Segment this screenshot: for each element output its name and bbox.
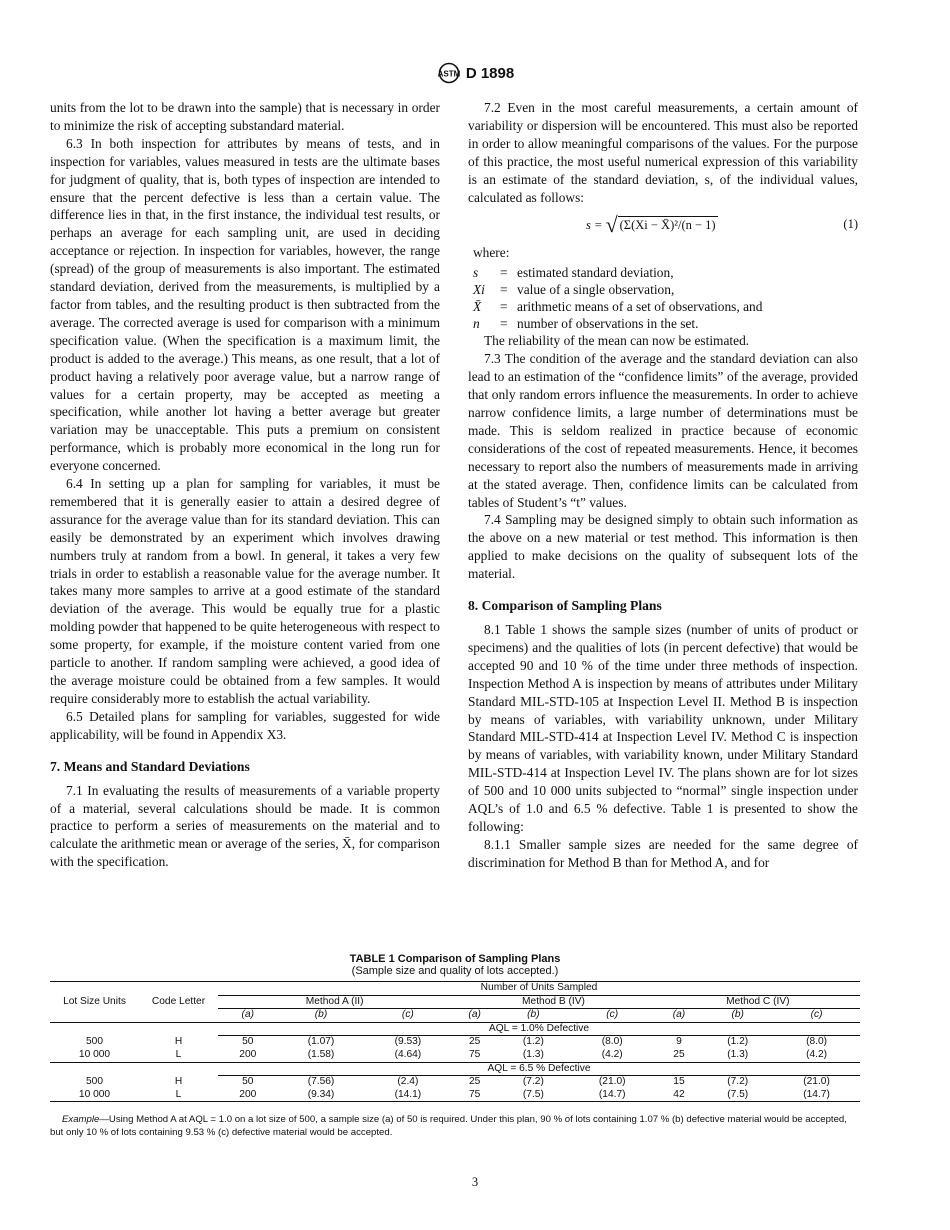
table-cell: (9.34) bbox=[307, 1088, 335, 1100]
paragraph-7-2: 7.2 Even in the most careful measurements, a certain amount of variability or dispersion will be encountered. This must also be reported in order to allow meaningful comparisons of the values. For the purpose of this practice, the most useful numerical expression of this variability is an estimate of the standard deviation, s, of the individual values, calculated as follows: bbox=[468, 100, 858, 205]
astm-logo-icon bbox=[436, 62, 462, 84]
table-cell: 200 bbox=[239, 1088, 257, 1100]
table-1 bbox=[50, 953, 860, 1140]
table-cell: (14.7) bbox=[598, 1088, 626, 1100]
definition-equals: = bbox=[500, 316, 508, 332]
table-cell: (1.2) bbox=[522, 1036, 544, 1048]
table-cell: 42 bbox=[673, 1088, 685, 1100]
table-cell: 75 bbox=[468, 1048, 481, 1060]
right-column-body bbox=[468, 350, 858, 871]
table-cell: (21.0) bbox=[803, 1076, 830, 1088]
table-cell: (1.3) bbox=[727, 1048, 749, 1060]
equation-radicand: (Σ(Xi − X̄)²/(n − 1) bbox=[618, 216, 718, 235]
equation-number: (1) bbox=[843, 217, 858, 232]
subcolumn-header: (c) bbox=[606, 1009, 619, 1021]
subcolumn-header: (b) bbox=[527, 1009, 540, 1021]
header-lot-size: Lot Size Units bbox=[50, 982, 139, 1023]
table-cell: (14.7) bbox=[803, 1088, 830, 1100]
table-cell: (21.0) bbox=[598, 1076, 626, 1088]
paragraph: 6.3 In both inspection for attributes by means of tests, and in inspection for variables, values measured in tests are the ultimate bases for judgment of quality, that is, both types of inspection are intended to ensure that the percent defective is less than a certain value. The difference lies in that, in the first instance, the individual test results, or perhaps an average for each sampling unit, are used in deciding acceptance or rejection. In inspection for variables, however, the range (spread) of the group of measurements is also important. The estimated standard deviation, derived from the measurements, is multiplied by a factor from tables, and the resulting product is then subtracted from the average. The corrected average is used for comparison with a minimum specification value. (When the specification is a maximum limit, the product is added to the average.) This means, as one result, that a lot of product having a relatively poor average value, but a narrow range of values for a certain property, may be accepted as meeting a specification, while another lot having a better average but greater variation may be unacceptable. This puts a premium on consistent performance, which is probably more economical in the long run for everyone concerned. bbox=[50, 135, 440, 474]
table-cell: 500 bbox=[86, 1075, 103, 1087]
method-header: Method A (II) bbox=[218, 995, 451, 1009]
table-cell: 25 bbox=[468, 1036, 481, 1048]
spacer-cell bbox=[139, 1062, 218, 1076]
subcolumn-header: (a) bbox=[468, 1009, 481, 1021]
note-text: —Using Method A at AQL = 1.0 on a lot size of 500, a sample size (a) of 50 is required. Under this plan, 90 % of lots containing 1.07 % (b) defective material would be accepted, but only 10 % of lots containing 9.53 % (c) defective material would be accepted. bbox=[50, 1114, 847, 1138]
method-header: Method C (IV) bbox=[656, 995, 860, 1009]
table-cell: 25 bbox=[673, 1048, 685, 1060]
table-cell: (4.2) bbox=[806, 1048, 828, 1060]
table-row bbox=[50, 1076, 860, 1089]
definitions-list bbox=[473, 264, 858, 332]
spacer-cell bbox=[50, 1062, 139, 1076]
subcolumn-header: (c) bbox=[810, 1009, 823, 1021]
table-cell: 9 bbox=[676, 1036, 682, 1048]
paragraph: 7.3 The condition of the average and the standard deviation can also lead to an estimation of the “confidence limits” of the average, provided that only random errors influence the measurements. In order to achieve narrow confidence limits, a large number of determinations must be made. This is seldom realized in practice because of economic considerations of the cost of repeated measurements. Hence, it becomes necessary to report also the numbers of measurements made in arriving at the stated average. Then, confidence limits can be calculated from tables of Student’s “t” values. bbox=[468, 351, 858, 510]
paragraph: 8.1 Table 1 shows the sample sizes (number of units of product or specimens) and the qualities of lots (in percent defective) that would be accepted 90 and 10 % of the time under three methods of inspection. Inspection Method A is inspection by means of attributes under Military Standard MIL-STD-105 at Inspection Level II. Method B is inspection by means of variables, with variability unknown, under Military Standard MIL-STD-414 at Inspection Level IV. Method C is inspection by means of variables, with variability known, under Military Standard MIL-STD-414 at Inspection Level IV. The plans shown are for lot sizes of 500 and 10 000 units subjected to “normal” single inspection under AQL’s of 1.0 and 6.5 % defective. Table 1 is presented to show the following: bbox=[468, 622, 858, 834]
aql-section-label: AQL = 1.0% Defective bbox=[218, 1022, 860, 1036]
table-cell: H bbox=[174, 1075, 183, 1087]
subcolumn-header: (b) bbox=[314, 1009, 328, 1021]
table-cell: 75 bbox=[468, 1088, 481, 1100]
table-cell: (8.0) bbox=[806, 1036, 828, 1048]
definition-symbol: Xi bbox=[473, 282, 485, 298]
definition-symbol: s bbox=[473, 265, 479, 281]
paragraph: 6.5 Detailed plans for sampling for variables, suggested for wide applicability, will be found in Appendix X3. bbox=[50, 708, 440, 742]
left-column bbox=[50, 99, 440, 871]
table-cell: L bbox=[175, 1088, 182, 1100]
subcolumn-header: (b) bbox=[731, 1009, 744, 1021]
paragraph: 7.4 Sampling may be designed simply to obtain such information as the above on a new material or test method. This information is then applied to make decisions on the quality of subsequent lots of the material. bbox=[468, 512, 858, 582]
logo-text: ASTM bbox=[437, 69, 461, 79]
definition-row bbox=[473, 281, 858, 298]
table-cell: L bbox=[175, 1048, 182, 1060]
equation-lhs: s = bbox=[586, 218, 603, 233]
definition-row bbox=[473, 264, 858, 281]
spacer-cell bbox=[50, 1022, 139, 1036]
table-cell: 25 bbox=[468, 1076, 481, 1088]
table-cell: (7.56) bbox=[307, 1076, 335, 1088]
radical-sign-icon: √ bbox=[605, 212, 618, 238]
definition-text: value of a single observation, bbox=[517, 282, 675, 298]
subcolumn-header: (a) bbox=[672, 1009, 686, 1021]
table-cell: 200 bbox=[239, 1048, 257, 1060]
definition-equals: = bbox=[500, 299, 508, 315]
definition-equals: = bbox=[500, 282, 508, 298]
definition-equals: = bbox=[500, 265, 508, 281]
standard-designation: D 1898 bbox=[465, 64, 515, 82]
table-cell: (1.58) bbox=[307, 1048, 335, 1060]
table-cell: 500 bbox=[86, 1036, 103, 1048]
table-cell: 50 bbox=[242, 1076, 254, 1088]
right-column bbox=[468, 99, 858, 872]
page-number: 3 bbox=[471, 1175, 479, 1189]
subcolumn-header: (c) bbox=[401, 1009, 414, 1021]
table-cell: (1.2) bbox=[727, 1036, 749, 1048]
paragraph: 6.4 In setting up a plan for sampling for variables, it must be remembered that it is generally easier to attain a desired degree of assurance for the average value than for its standard deviation. This can easily be demonstrated by an experiment which involves drawing numbers truly at random from a bowl. In general, it takes a very few trials in order to establish a reasonable value for the average number. It takes many more samples to arrive at a good estimate of the standard deviation of the average. This would be equally true for a plastic molding powder that happened to be quite heterogeneous with respect to some property, for example, if the moisture content varied from one particle to another. If random sampling were achieved, a good idea of the average moisture could be obtained from a few samples. It would require considerably more to establish the actual variability. bbox=[50, 476, 440, 706]
header-units-sampled: Number of Units Sampled bbox=[218, 982, 860, 996]
paragraph: 8.1.1 Smaller sample sizes are needed for the same degree of discrimination for Method B than for Method A, and for bbox=[468, 836, 858, 870]
definition-row bbox=[473, 298, 858, 315]
sampling-plans-table bbox=[50, 981, 860, 1102]
definition-text: estimated standard deviation, bbox=[517, 265, 674, 281]
table-cell: 10 000 bbox=[78, 1048, 111, 1060]
table-cell: (7.2) bbox=[522, 1076, 544, 1088]
header-code-letter: Code Letter bbox=[139, 982, 218, 1023]
definition-row bbox=[473, 315, 858, 332]
equation-1 bbox=[468, 210, 858, 240]
table-cell: (1.07) bbox=[307, 1036, 335, 1048]
table-cell: H bbox=[174, 1036, 183, 1048]
where-label: where: bbox=[473, 245, 510, 261]
definition-symbol: n bbox=[473, 316, 480, 332]
table-note bbox=[50, 1114, 860, 1139]
equation-formula bbox=[586, 212, 718, 238]
subcolumn-header: (a) bbox=[241, 1009, 254, 1021]
table-cell: (7.2) bbox=[727, 1076, 749, 1088]
table-cell: 10 000 bbox=[78, 1088, 111, 1100]
section-heading: 7. Means and Standard Deviations bbox=[50, 758, 250, 774]
table-cell: 50 bbox=[242, 1036, 254, 1048]
section-heading: 8. Comparison of Sampling Plans bbox=[468, 598, 662, 614]
aql-section-label: AQL = 6.5 % Defective bbox=[218, 1062, 860, 1076]
table-cell: (2.4) bbox=[397, 1076, 419, 1088]
table-subtitle: (Sample size and quality of lots accepted.) bbox=[351, 965, 559, 977]
table-cell: (7.5) bbox=[522, 1088, 544, 1100]
table-row bbox=[50, 1036, 860, 1049]
table-cell: (9.53) bbox=[394, 1036, 422, 1048]
table-title: TABLE 1 Comparison of Sampling Plans bbox=[349, 953, 561, 965]
table-cell: (4.2) bbox=[601, 1048, 623, 1060]
note-label: Example bbox=[62, 1114, 100, 1126]
table-cell: (8.0) bbox=[601, 1036, 623, 1048]
table-cell: (14.1) bbox=[394, 1088, 422, 1100]
table-cell: (4.64) bbox=[394, 1048, 422, 1060]
spacer-cell bbox=[139, 1022, 218, 1036]
table-cell: 15 bbox=[673, 1076, 685, 1088]
table-cell: (1.3) bbox=[522, 1048, 544, 1060]
paragraph: 7.1 In evaluating the results of measurements of a variable property of a material, several calculations should be made. It is common practice to perform a series of measurements on the material and to calculate the arithmetic mean or average of the series, X̄, for comparison with the specification. bbox=[50, 782, 440, 870]
table-row bbox=[50, 1049, 860, 1062]
paragraph: units from the lot to be drawn into the sample) that is necessary in order to minimize the risk of accepting substandard material. bbox=[50, 100, 440, 133]
definition-text: number of observations in the set. bbox=[517, 316, 699, 332]
page-header bbox=[0, 62, 950, 84]
reliability-sentence: The reliability of the mean can now be estimated. bbox=[484, 333, 750, 349]
method-header: Method B (IV) bbox=[451, 995, 655, 1009]
definition-text: arithmetic means of a set of observations, and bbox=[517, 299, 763, 315]
table-cell: (7.5) bbox=[727, 1088, 749, 1100]
table-row bbox=[50, 1089, 860, 1102]
definition-symbol: X̄ bbox=[473, 299, 482, 315]
